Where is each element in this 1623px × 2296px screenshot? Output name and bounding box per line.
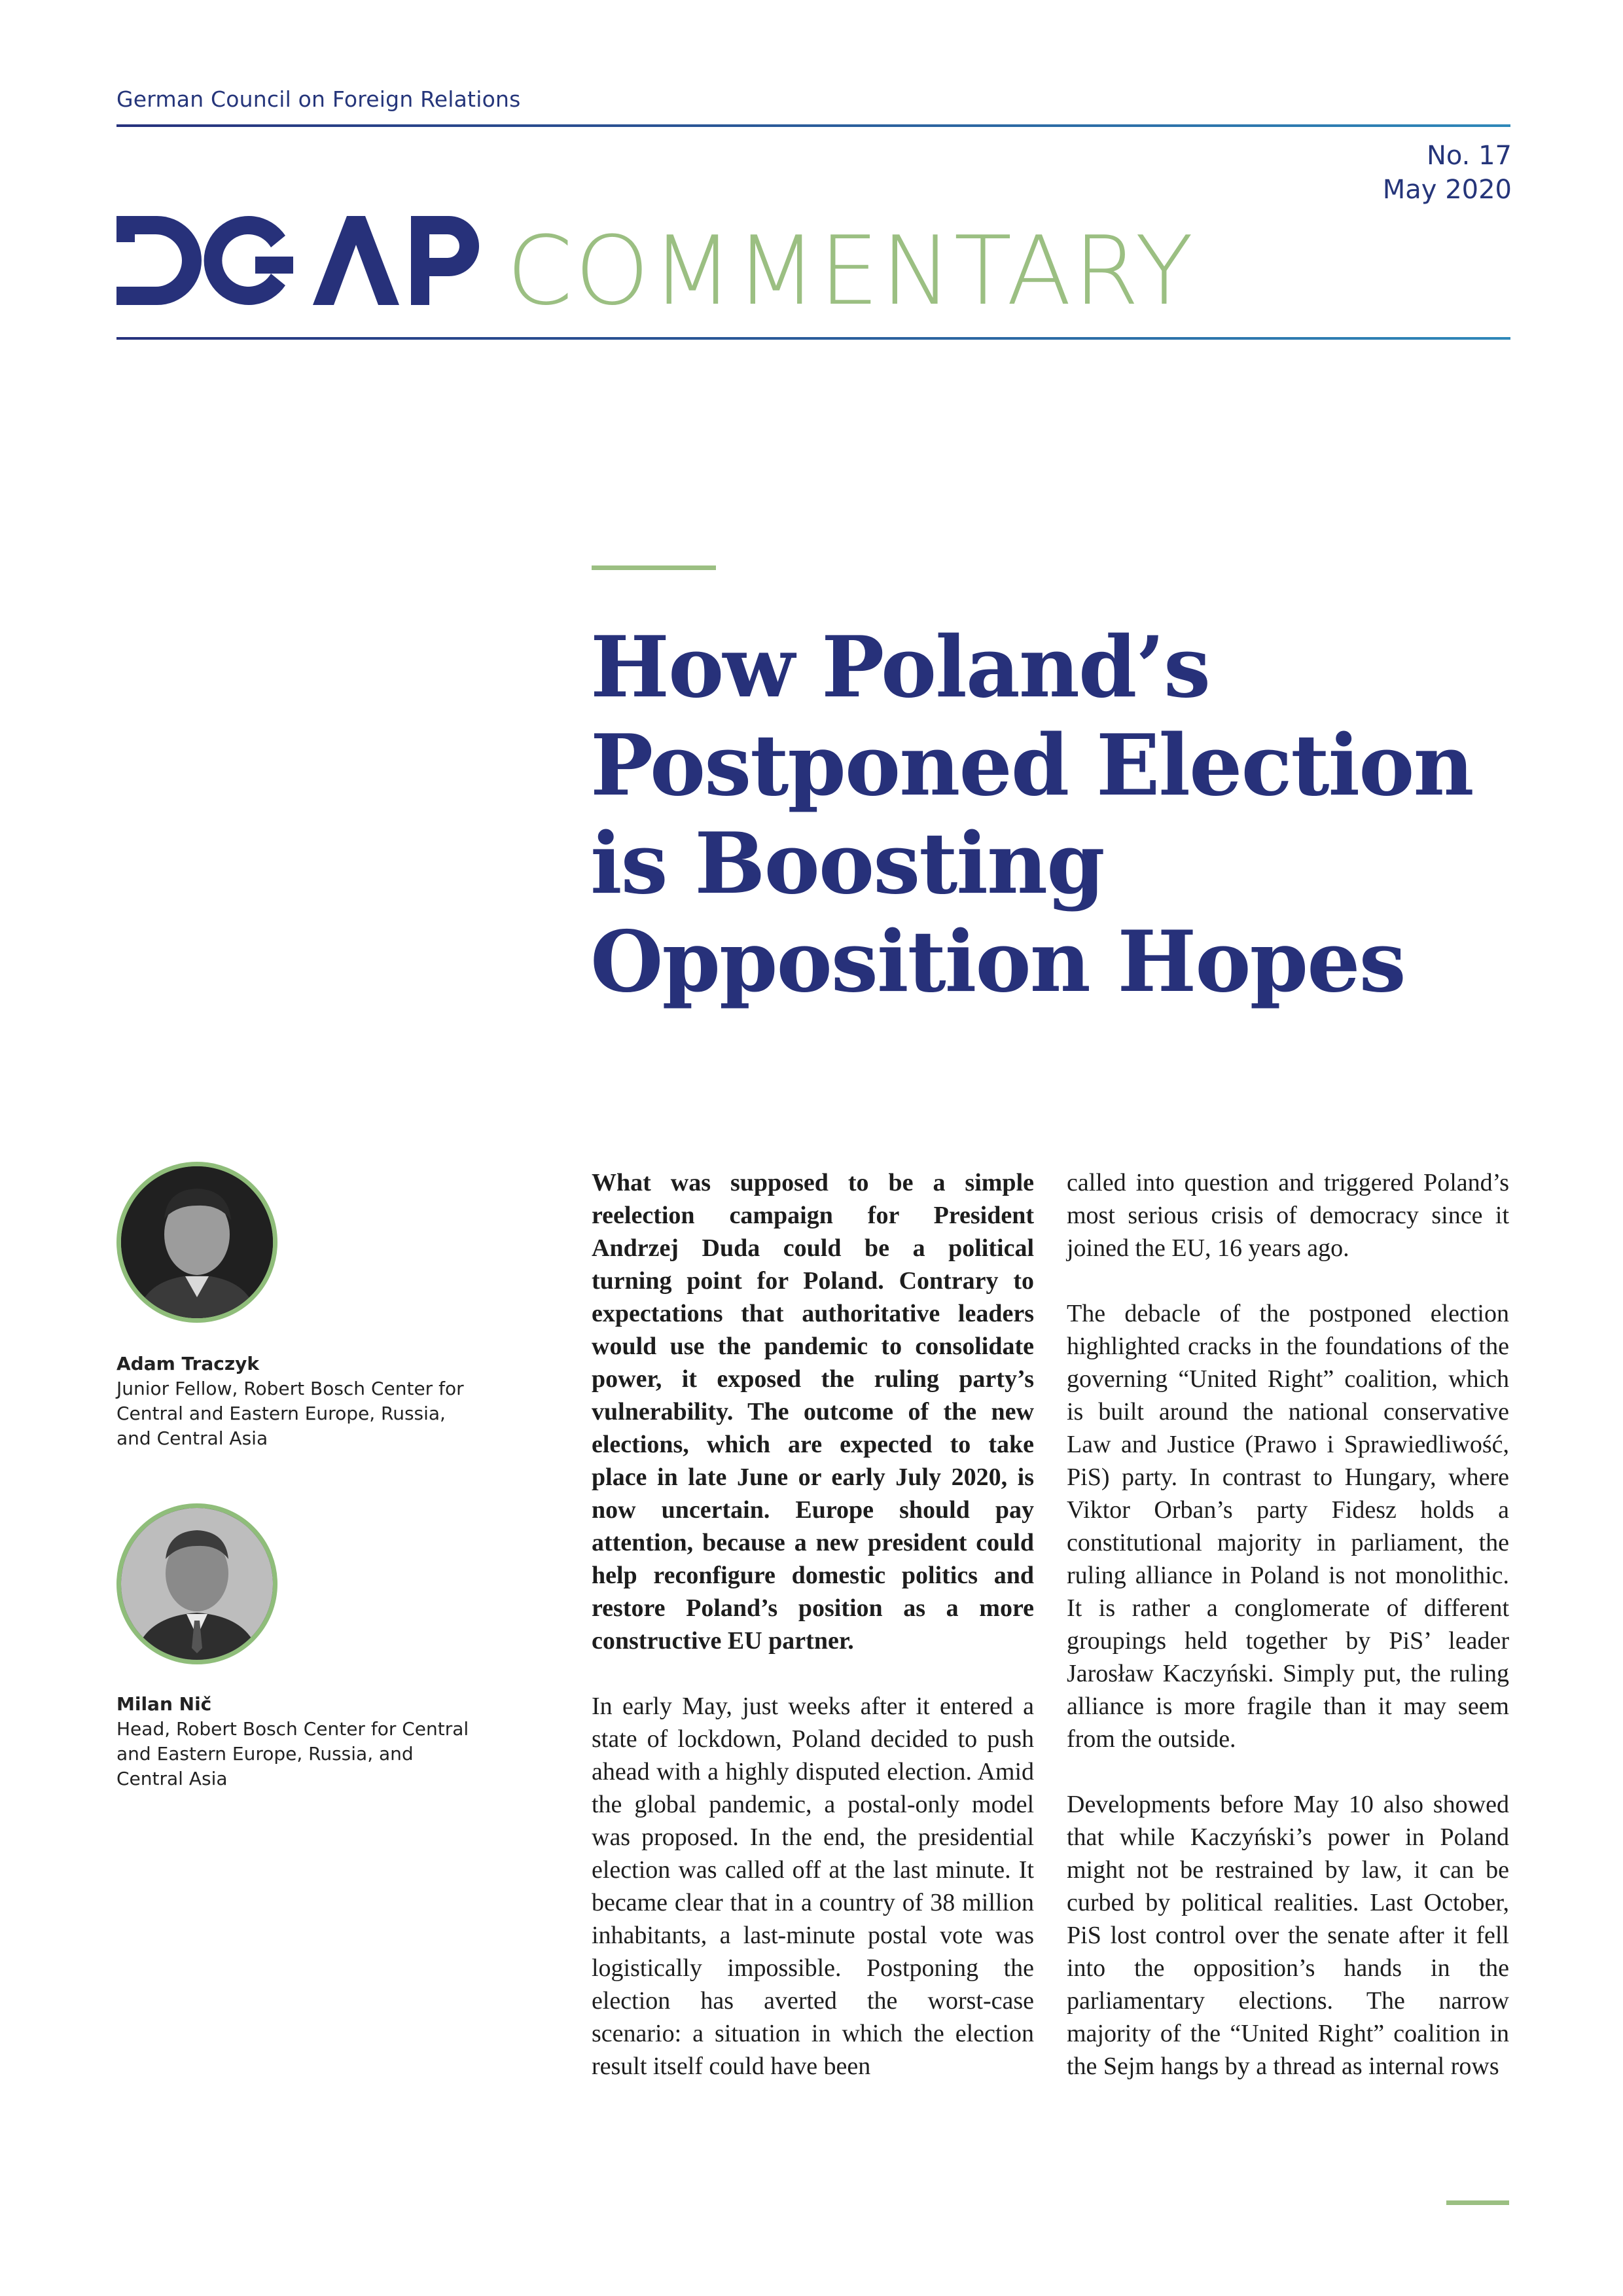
body-paragraph: Developments before May 10 also showed that while Kaczyński’s power in Poland might not be restrained by law, it can be curbed by political realities. Last October, PiS lost control over the senate after it fell into the opposition’s hands in the parliamentary elections. The narrow majority of the “United Right” coalition in the Sejm hangs by a thread as internal rows bbox=[1067, 1791, 1509, 2080]
body-paragraph: In early May, just weeks after it entered a state of lockdown, Poland decided to push ahead with a highly disputed election. Amid the global pandemic, a postal-only model was proposed. In the end, the presidential election was called off at the last minute. It became clear that in a country of 38 million inhabitants, a last-minute postal vote was logistically impossible. Postponing the election has averted the worst-case scenario: a situation in which the election result itself could have been bbox=[592, 1693, 1034, 2080]
header-bottom-rule bbox=[116, 337, 1510, 340]
author-nic bbox=[116, 1692, 483, 1791]
author-photo-nic bbox=[116, 1503, 277, 1664]
issue-number: No. 17 bbox=[1426, 141, 1512, 171]
title-line: Opposition Hopes bbox=[590, 913, 1405, 1011]
issue-info bbox=[1383, 139, 1512, 207]
column-right bbox=[1067, 1166, 1509, 2083]
organization-name: German Council on Foreign Relations bbox=[116, 86, 521, 112]
column-left bbox=[592, 1166, 1034, 2083]
title-line: is Boosting bbox=[590, 815, 1104, 913]
body-paragraph: called into question and triggered Poland’s most serious crisis of democracy since it joined the EU, 16 years ago. bbox=[1067, 1169, 1509, 1262]
author-name: Milan Nič bbox=[116, 1693, 212, 1715]
series-title: COMMENTARY bbox=[507, 216, 1196, 327]
header-rule bbox=[116, 124, 1510, 127]
title-line: How Poland’s bbox=[590, 619, 1209, 717]
author-role: Junior Fellow, Robert Bosch Center for Central and Eastern Europe, Russia, and Central Asia bbox=[116, 1378, 464, 1449]
body-paragraph: The debacle of the postponed election highlighted cracks in the foundations of the governing “United Right” coalition, which is built around the national conservative Law and Justice (Prawo i Sprawiedliwość, PiS) party. In contrast to Hungary, where Viktor Orban’s party Fidesz holds a constitutional majority in parliament, the ruling alliance in Poland is not monolithic. It is rather a conglomerate of different groupings held together by PiS’ leader Jarosław Kaczyński. Simply put, the ruling alliance is more fragile than it may seem from the outside. bbox=[1067, 1300, 1509, 1753]
lead-paragraph: What was supposed to be a simple reelection campaign for President Andrzej Duda could be a political turning point for Poland. Contrary to expectations that authoritative leaders would use the pandemic to consolidate power, it exposed the ruling party’s vulnerability. The outcome of the new elections, which are expected to take place in late June or early July 2020, is now uncertain. Europe should pay attention, because a new president could help reconfigure domestic politics and restore Poland’s position as a more constructive EU partner. bbox=[592, 1169, 1034, 1655]
title-accent-line bbox=[592, 565, 716, 570]
author-traczyk bbox=[116, 1352, 483, 1451]
author-role: Head, Robert Bosch Center for Central and Eastern Europe, Russia, and Central Asia bbox=[116, 1718, 469, 1789]
author-photo-traczyk bbox=[116, 1162, 277, 1323]
issue-date: May 2020 bbox=[1382, 175, 1512, 205]
title-line: Postponed Election bbox=[590, 717, 1473, 815]
footer-accent-line bbox=[1446, 2200, 1509, 2205]
dgap-logo bbox=[116, 216, 483, 308]
author-name: Adam Traczyk bbox=[116, 1353, 260, 1374]
article-title bbox=[590, 619, 1473, 1011]
